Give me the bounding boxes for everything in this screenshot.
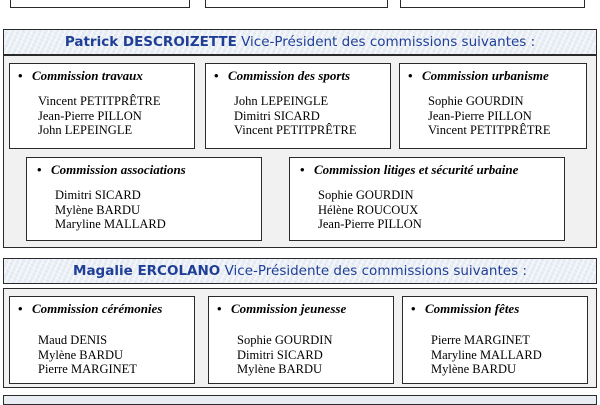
commission-title: Commission jeunesse	[231, 301, 347, 316]
member-name: Jean-Pierre PILLON	[318, 217, 422, 231]
member-name: Dimitri SICARD	[234, 108, 320, 123]
member-name: Jean-Pierre PILLON	[428, 108, 532, 123]
member-name: Pierre MARGINET	[38, 362, 137, 376]
bullet-icon: •	[411, 301, 416, 316]
section-banner-descroizette	[3, 29, 597, 55]
member-name: John LEPEINGLE	[38, 123, 133, 137]
member-name: Sophie GOURDIN	[318, 188, 414, 202]
member-name: Maryline MALLARD	[431, 347, 542, 362]
member-name: Mylène BARDU	[237, 362, 323, 376]
previous-box-3	[400, 0, 585, 8]
member-name: Dimitri SICARD	[55, 188, 141, 202]
member-name: Sophie GOURDIN	[428, 94, 524, 108]
bullet-icon: •	[18, 68, 23, 83]
commission-title: Commission litiges et sécurité urbaine	[314, 162, 519, 177]
bullet-icon: •	[214, 68, 219, 83]
commission-box	[289, 157, 565, 241]
commission-title: Commission des sports	[228, 68, 351, 83]
vice-president-name: Magalie ERCOLANO	[73, 263, 221, 279]
member-name: Maud DENIS	[38, 333, 108, 347]
commission-title: Commission urbanisme	[422, 68, 549, 83]
member-name: Mylène BARDU	[55, 202, 141, 217]
member-name: Mylène BARDU	[431, 362, 517, 376]
member-name: Vincent PETITPRÊTRE	[428, 123, 551, 137]
vice-president-name: Patrick DESCROIZETTE	[64, 34, 237, 50]
bullet-icon: •	[408, 68, 413, 83]
commission-box	[26, 157, 262, 241]
bullet-icon: •	[37, 162, 42, 177]
member-name: Jean-Pierre PILLON	[38, 108, 142, 123]
vice-president-role: Vice-Présidente des commissions suivantes :	[224, 263, 527, 279]
previous-box-2	[205, 0, 388, 8]
commission-title: Commission travaux	[32, 68, 143, 83]
member-name: John LEPEINGLE	[234, 94, 329, 108]
section-banner-ercolano	[3, 258, 597, 284]
commission-title: Commission cérémonies	[32, 301, 163, 316]
commission-title: Commission fêtes	[425, 301, 520, 316]
member-name: Maryline MALLARD	[55, 217, 166, 231]
member-name: Vincent PETITPRÊTRE	[38, 94, 161, 108]
bullet-icon: •	[300, 162, 305, 177]
commission-box	[205, 63, 391, 149]
member-name: Hélène ROUCOUX	[318, 202, 419, 217]
vice-president-role: Vice-Président des commissions suivantes :	[241, 34, 536, 50]
commission-box	[402, 296, 588, 384]
bullet-icon: •	[217, 301, 222, 316]
commission-box	[9, 63, 195, 149]
member-name: Sophie GOURDIN	[237, 333, 333, 347]
commission-box	[9, 296, 195, 384]
commission-box	[208, 296, 394, 384]
member-name: Vincent PETITPRÊTRE	[234, 123, 357, 137]
member-name: Dimitri SICARD	[237, 347, 323, 362]
commission-title: Commission associations	[51, 162, 186, 177]
commission-box	[399, 63, 587, 149]
bullet-icon: •	[18, 301, 23, 316]
member-name: Mylène BARDU	[38, 347, 124, 362]
previous-box-1	[10, 0, 190, 8]
next-section-edge	[3, 395, 597, 405]
member-name: Pierre MARGINET	[431, 333, 530, 347]
